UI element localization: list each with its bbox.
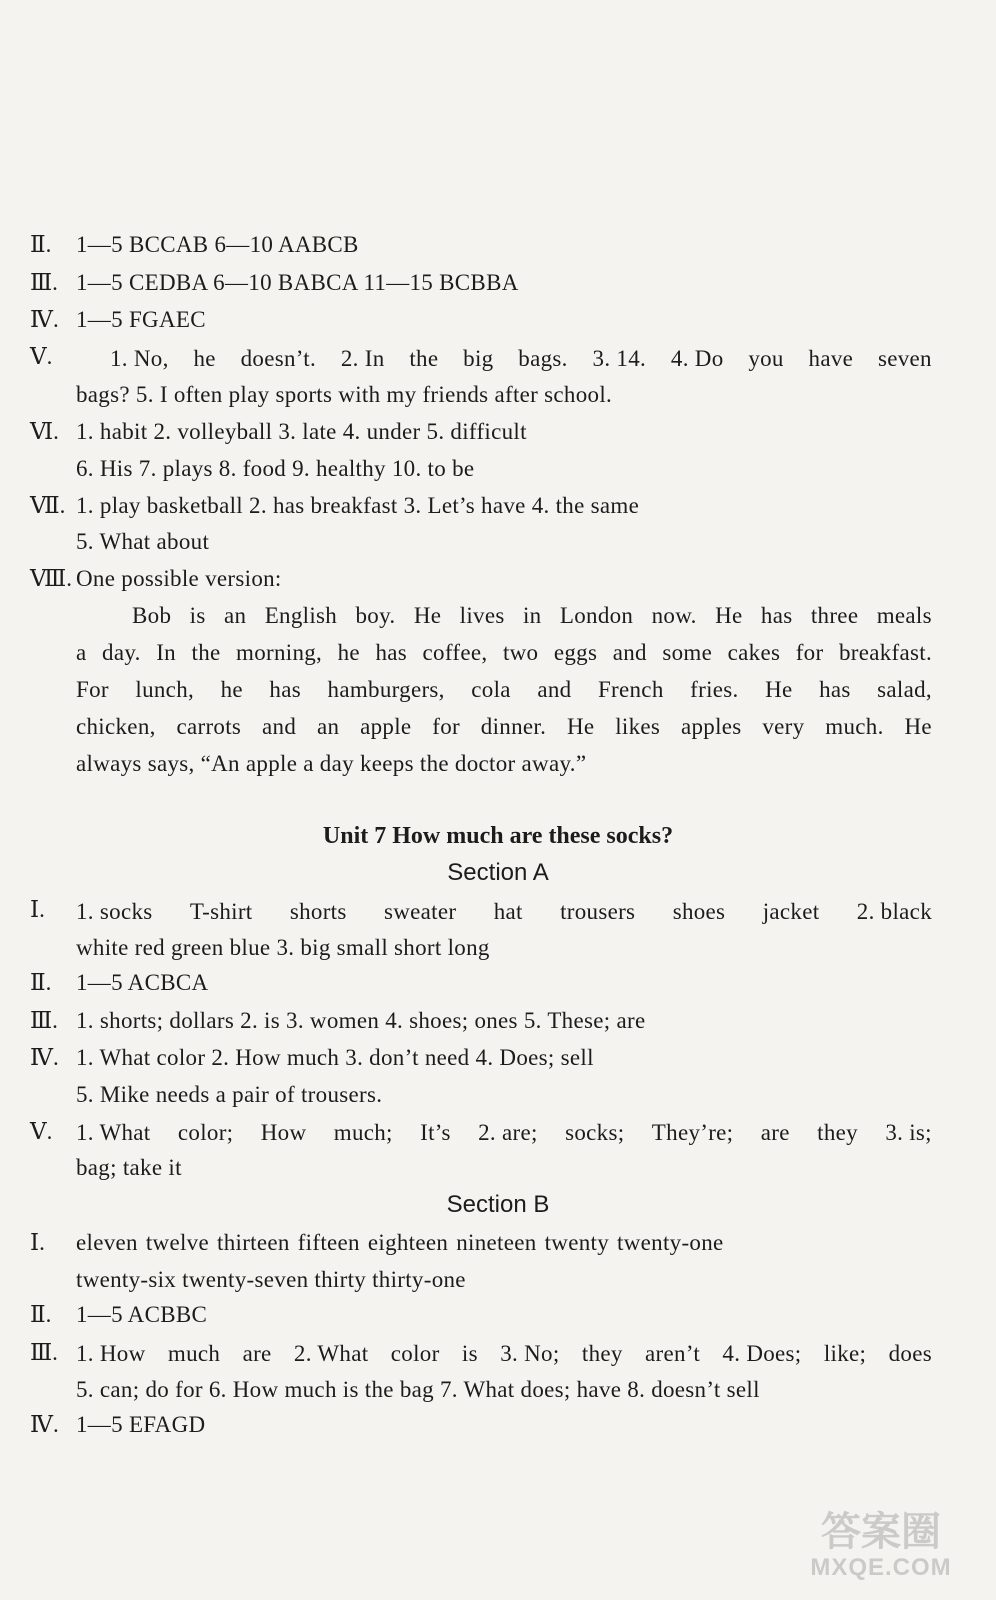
word: It’s — [420, 1120, 451, 1145]
word: bags. — [518, 346, 568, 371]
word: eggs — [553, 640, 598, 665]
word: he — [220, 677, 243, 702]
word: lives — [459, 603, 505, 628]
word: very — [762, 714, 805, 739]
word: hat — [493, 899, 523, 924]
word: dinner. — [480, 714, 547, 739]
word: apples — [680, 714, 742, 739]
word: seven — [877, 346, 932, 371]
word: sweater — [384, 899, 457, 924]
item-number: Ⅱ. — [30, 232, 52, 257]
word: He — [413, 603, 442, 628]
word: he — [337, 640, 360, 665]
answer-line: 6. His 7. plays 8. food 9. healthy 10. to be — [76, 456, 475, 481]
word: London — [559, 603, 634, 628]
item-number: Ⅲ. — [30, 1008, 58, 1033]
answer-line: 5. can; do for 6. How much is the bag 7. What does; have 8. doesn’t sell — [76, 1377, 760, 1402]
word: 2. black — [856, 899, 932, 924]
answer-line: 5. Mike needs a pair of trousers. — [76, 1082, 383, 1107]
word: He — [765, 677, 793, 702]
word: T-shirt — [189, 899, 253, 924]
essay-line — [132, 601, 932, 631]
word: has — [819, 677, 851, 702]
answer-line-justified — [76, 1339, 932, 1369]
word: 3. 14. — [592, 346, 647, 371]
word: meals — [876, 603, 932, 628]
watermark-url: MXQE.COM — [810, 1554, 952, 1581]
word: has — [760, 603, 793, 628]
word: 3. is; — [885, 1120, 932, 1145]
word: 1. No, — [110, 346, 169, 371]
word: the — [409, 346, 439, 371]
word: is — [461, 1341, 478, 1366]
answer-line: 1. shorts; dollars 2. is 3. women 4. shoes; ones 5. These; are — [76, 1008, 646, 1033]
word: the — [191, 640, 221, 665]
essay-intro: One possible version: — [76, 566, 282, 591]
word: aren’t — [645, 1341, 701, 1366]
word: Bob — [132, 603, 172, 628]
item-number: Ⅶ. — [30, 493, 66, 518]
word: and — [612, 640, 647, 665]
word: they — [817, 1120, 858, 1145]
word: for — [795, 640, 824, 665]
item-number: Ⅷ. — [30, 566, 72, 591]
word: an — [223, 603, 247, 628]
answer-line: bag; take it — [76, 1155, 182, 1180]
word: are — [760, 1120, 790, 1145]
item-number: Ⅳ. — [30, 1045, 59, 1070]
word: much — [167, 1341, 221, 1366]
word: morning, — [236, 640, 323, 665]
word: French — [597, 677, 664, 702]
answer-line: twenty-six twenty-seven thirty thirty-one — [76, 1267, 466, 1292]
item-number: Ⅴ. — [30, 1119, 53, 1144]
word: carrots — [176, 714, 242, 739]
answer-line: 1—5 BCCAB 6—10 AABCB — [76, 232, 359, 257]
word: and — [537, 677, 572, 702]
word: 2. What — [293, 1341, 369, 1366]
watermark-text: 答案圈 — [821, 1510, 941, 1554]
answer-line: eleven twelve thirteen fifteen eighteen nineteen twenty twenty-one — [76, 1230, 724, 1255]
item-number: Ⅱ. — [30, 970, 52, 995]
word: For — [76, 677, 109, 702]
word: 4. Does; — [722, 1341, 802, 1366]
answer-line: 1—5 ACBCA — [76, 970, 209, 995]
word: in — [522, 603, 542, 628]
word: day. — [102, 640, 141, 665]
word: two — [502, 640, 539, 665]
item-number: Ⅲ. — [30, 270, 58, 295]
item-number: Ⅲ. — [30, 1340, 58, 1365]
word: have — [808, 346, 854, 371]
word: jacket — [762, 899, 820, 924]
answer-line-justified — [76, 897, 932, 927]
word: lunch, — [135, 677, 195, 702]
word: three — [810, 603, 859, 628]
word: doesn’t. — [240, 346, 317, 371]
word: like; — [823, 1341, 867, 1366]
word: has — [375, 640, 408, 665]
word: 2. In — [340, 346, 385, 371]
word: cakes — [727, 640, 781, 665]
word: He — [715, 603, 743, 628]
item-number: Ⅰ. — [30, 897, 45, 922]
word: you — [748, 346, 784, 371]
item-number: Ⅴ. — [30, 344, 53, 369]
item-number: Ⅱ. — [30, 1302, 52, 1327]
word: breakfast. — [838, 640, 932, 665]
word: is — [189, 603, 206, 628]
word: boy. — [355, 603, 396, 628]
word: color; — [177, 1120, 234, 1145]
word: 1. socks — [76, 899, 153, 924]
essay-line — [76, 675, 932, 705]
word: shoes — [672, 899, 726, 924]
word: trousers — [560, 899, 636, 924]
word: now. — [651, 603, 697, 628]
answer-line: 5. What about — [76, 529, 210, 554]
answer-line: 1—5 ACBBC — [76, 1302, 208, 1327]
section-a-title: Section A — [447, 859, 549, 886]
word: How — [260, 1120, 307, 1145]
answer-line: 1—5 CEDBA 6—10 BABCA 11—15 BCBBA — [76, 270, 519, 295]
item-number: Ⅰ. — [30, 1230, 45, 1255]
word: 1. How — [76, 1341, 146, 1366]
item-number: Ⅳ. — [30, 307, 59, 332]
item-number: Ⅳ. — [30, 1412, 59, 1437]
word: much; — [333, 1120, 393, 1145]
word: big — [463, 346, 494, 371]
answer-line: 1—5 EFAGD — [76, 1412, 206, 1437]
word: coffee, — [422, 640, 488, 665]
word: and — [262, 714, 297, 739]
essay-line: always says, “An apple a day keeps the doctor away.” — [76, 751, 587, 776]
word: English — [264, 603, 338, 628]
answer-line: white red green blue 3. big small short long — [76, 935, 490, 960]
answer-line-justified — [76, 1118, 932, 1148]
word: 3. No; — [500, 1341, 560, 1366]
word: much. — [825, 714, 884, 739]
word: they — [581, 1341, 623, 1366]
word: he — [193, 346, 216, 371]
word: cola — [471, 677, 511, 702]
word: are — [242, 1341, 272, 1366]
word: an — [316, 714, 340, 739]
answer-line: 1. play basketball 2. has breakfast 3. Let’s have 4. the same — [76, 493, 640, 518]
word: He — [904, 714, 932, 739]
section-b-title: Section B — [446, 1191, 550, 1218]
watermark-logo — [786, 1506, 976, 1586]
word: for — [432, 714, 460, 739]
word: fries. — [690, 677, 739, 702]
word: 2. are; — [478, 1120, 538, 1145]
word: salad, — [877, 677, 932, 702]
essay-line — [76, 712, 932, 742]
word: socks; — [565, 1120, 625, 1145]
answer-line: 1. habit 2. volleyball 3. late 4. under 5. difficult — [76, 419, 527, 444]
word: has — [269, 677, 301, 702]
word: a — [76, 640, 87, 665]
word: He — [566, 714, 595, 739]
word: color — [390, 1341, 440, 1366]
word: chicken, — [76, 714, 156, 739]
word: shorts — [289, 899, 347, 924]
answer-line-justified — [110, 344, 932, 374]
word: 1. What — [76, 1120, 151, 1145]
word: apple — [360, 714, 412, 739]
essay-line — [76, 638, 932, 668]
word: hamburgers, — [327, 677, 445, 702]
answer-line: bags? 5. I often play sports with my friends after school. — [76, 382, 613, 407]
word: some — [662, 640, 713, 665]
word: 4. Do — [670, 346, 724, 371]
item-number: Ⅵ. — [30, 419, 59, 444]
word: They’re; — [651, 1120, 734, 1145]
word: likes — [615, 714, 661, 739]
answer-line: 1—5 FGAEC — [76, 307, 206, 332]
word: In — [156, 640, 176, 665]
answer-line: 1. What color 2. How much 3. don’t need 4. Does; sell — [76, 1045, 594, 1070]
unit-title: Unit 7 How much are these socks? — [322, 823, 674, 849]
word: does — [888, 1341, 932, 1366]
